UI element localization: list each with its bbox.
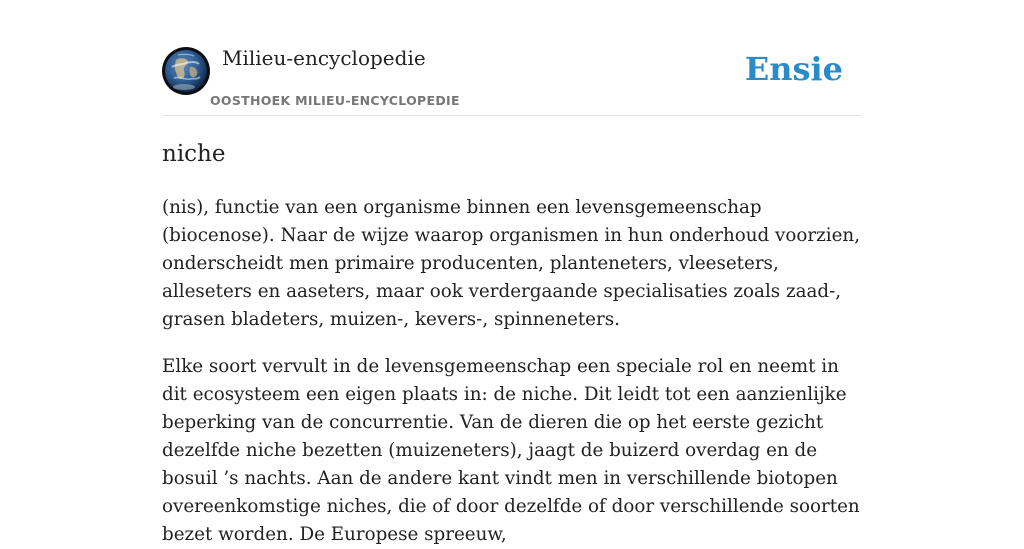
earth-globe-icon[interactable] (162, 47, 210, 95)
article-paragraph: (nis), functie van een organisme binnen een levensgemeenschap (biocenose). Naar de wijze waarop organismen in hun onderhoud voorzien, onderscheidt men primaire producenten, planteneters, vleeseters, alleseters en aaseters, maar ook verdergaande specialisaties zoals zaad-, grasen bladeters, muizen-, kevers-, spinneneters. (162, 197, 861, 330)
article-paragraph: Elke soort vervult in de levensgemeenschap een speciale rol en neemt in dit ecosysteem een eigen plaats in: de niche. Dit leidt tot een aanzienlijke beperking van de concurrentie. Van de dieren die op het eerste gezicht dezelfde niche bezetten (muizeneters), jaagt de buizerd overdag en de bosuil ’s nachts. Aan de andere kant vindt men in verschillende biotopen overeenkomstige niches, die of door dezelfde of door verschillende soorten bezet worden. De Europese spreeuw, (162, 356, 860, 545)
article-title: niche (162, 141, 226, 167)
ensie-brand-link[interactable]: Ensie (744, 50, 843, 88)
publisher-label: OOSTHOEK MILIEU-ENCYCLOPEDIE (210, 93, 460, 108)
site-name[interactable]: Milieu-encyclopedie (222, 46, 426, 70)
site-header (162, 0, 862, 116)
article (162, 138, 862, 549)
globe-graphic (162, 47, 210, 95)
